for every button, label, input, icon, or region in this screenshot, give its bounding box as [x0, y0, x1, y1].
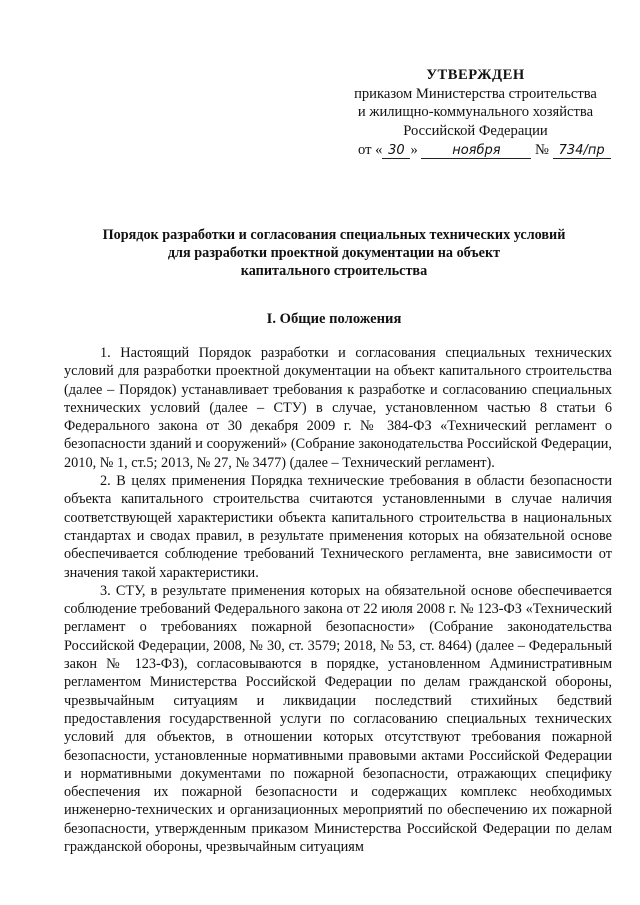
title-line-1: Порядок разработки и согласования специальных технических условий	[102, 227, 566, 243]
approval-line-3: Российской Федерации	[403, 122, 548, 139]
handwritten-month: ноября	[421, 144, 531, 159]
approval-date-line	[338, 141, 613, 160]
approval-line-2: и жилищно-коммунального хозяйства	[357, 104, 594, 121]
document-body	[64, 344, 612, 856]
handwritten-day: 30	[382, 144, 410, 159]
handwritten-number: 734/пр	[553, 144, 611, 159]
paragraph-3: 3. СТУ, в результате применения которых на обязательной основе обеспечивается соблюдение требований Федерального закона от 22 июля 2008 г. № 123-ФЗ «Технический регламент о требованиях пожарной безопасности» (Собрание законодательства Российской Федерации, 2008, № 30, ст. 3579; 2018, № 53, ст. 8464) (далее – Федеральный закон № 123-ФЗ), согласовываются в порядке, установленном Административным регламентом Министерства Российской Федерации по делам гражданской обороны, чрезвычайным ситуациям и ликвидации последствий стихийных бедствий предоставления государственной услуги по согласованию специальных технических условий для объектов, в отношении которых отсутствуют требования пожарной безопасности, установленные нормативными правовыми актами Российской Федерации и нормативными документами по пожарной безопасности, отражающих специфику обеспечения их пожарной безопасности и содержащих комплекс необходимых инженерно-технических и организационных мероприятий по обеспечению их пожарной безопасности, утвержденным приказом Министерства Российской Федерации по делам гражданской обороны, чрезвычайным ситуациям	[64, 582, 612, 856]
number-prefix: №	[535, 142, 549, 159]
date-prefix: от «	[358, 142, 383, 159]
title-line-2: для разработки проектной документации на объект	[167, 245, 501, 262]
date-mid: »	[410, 142, 418, 159]
document-title	[60, 226, 608, 281]
approval-stamp	[338, 66, 613, 160]
approval-heading: УТВЕРЖДЕН	[426, 67, 525, 83]
section-title: I. Общие положения	[266, 311, 402, 327]
title-line-3: капитального строительства	[240, 263, 428, 280]
paragraph-2: 2. В целях применения Порядка технические требования в области безопасности объекта капитального строительства считаются установленными в случае наличия соответствующей характеристики объекта капитального строительства в национальных стандартах и сводах правил, в результате применения которых на обязательной основе обеспечивается соблюдение требований Технического регламента, вне зависимости от значения такой характеристики.	[64, 473, 612, 581]
paragraph-1: 1. Настоящий Порядок разработки и согласования специальных технических условий для разработки проектной документации на объект капитального строительства (далее – Порядок) устанавливает требования к разработке и согласованию специальных технических условий (далее – СТУ) в случае, установленном частью 8 статьи 6 Федерального закона от 30 декабря 2009 г. № 384-ФЗ «Технический регламент о безопасности зданий и сооружений» (Собрание законодательства Российской Федерации, 2010, № 1, ст.5; 2013, № 27, № 3477) (далее – Технический регламент).	[64, 345, 612, 471]
approval-line-1: приказом Министерства строительства	[354, 85, 597, 102]
